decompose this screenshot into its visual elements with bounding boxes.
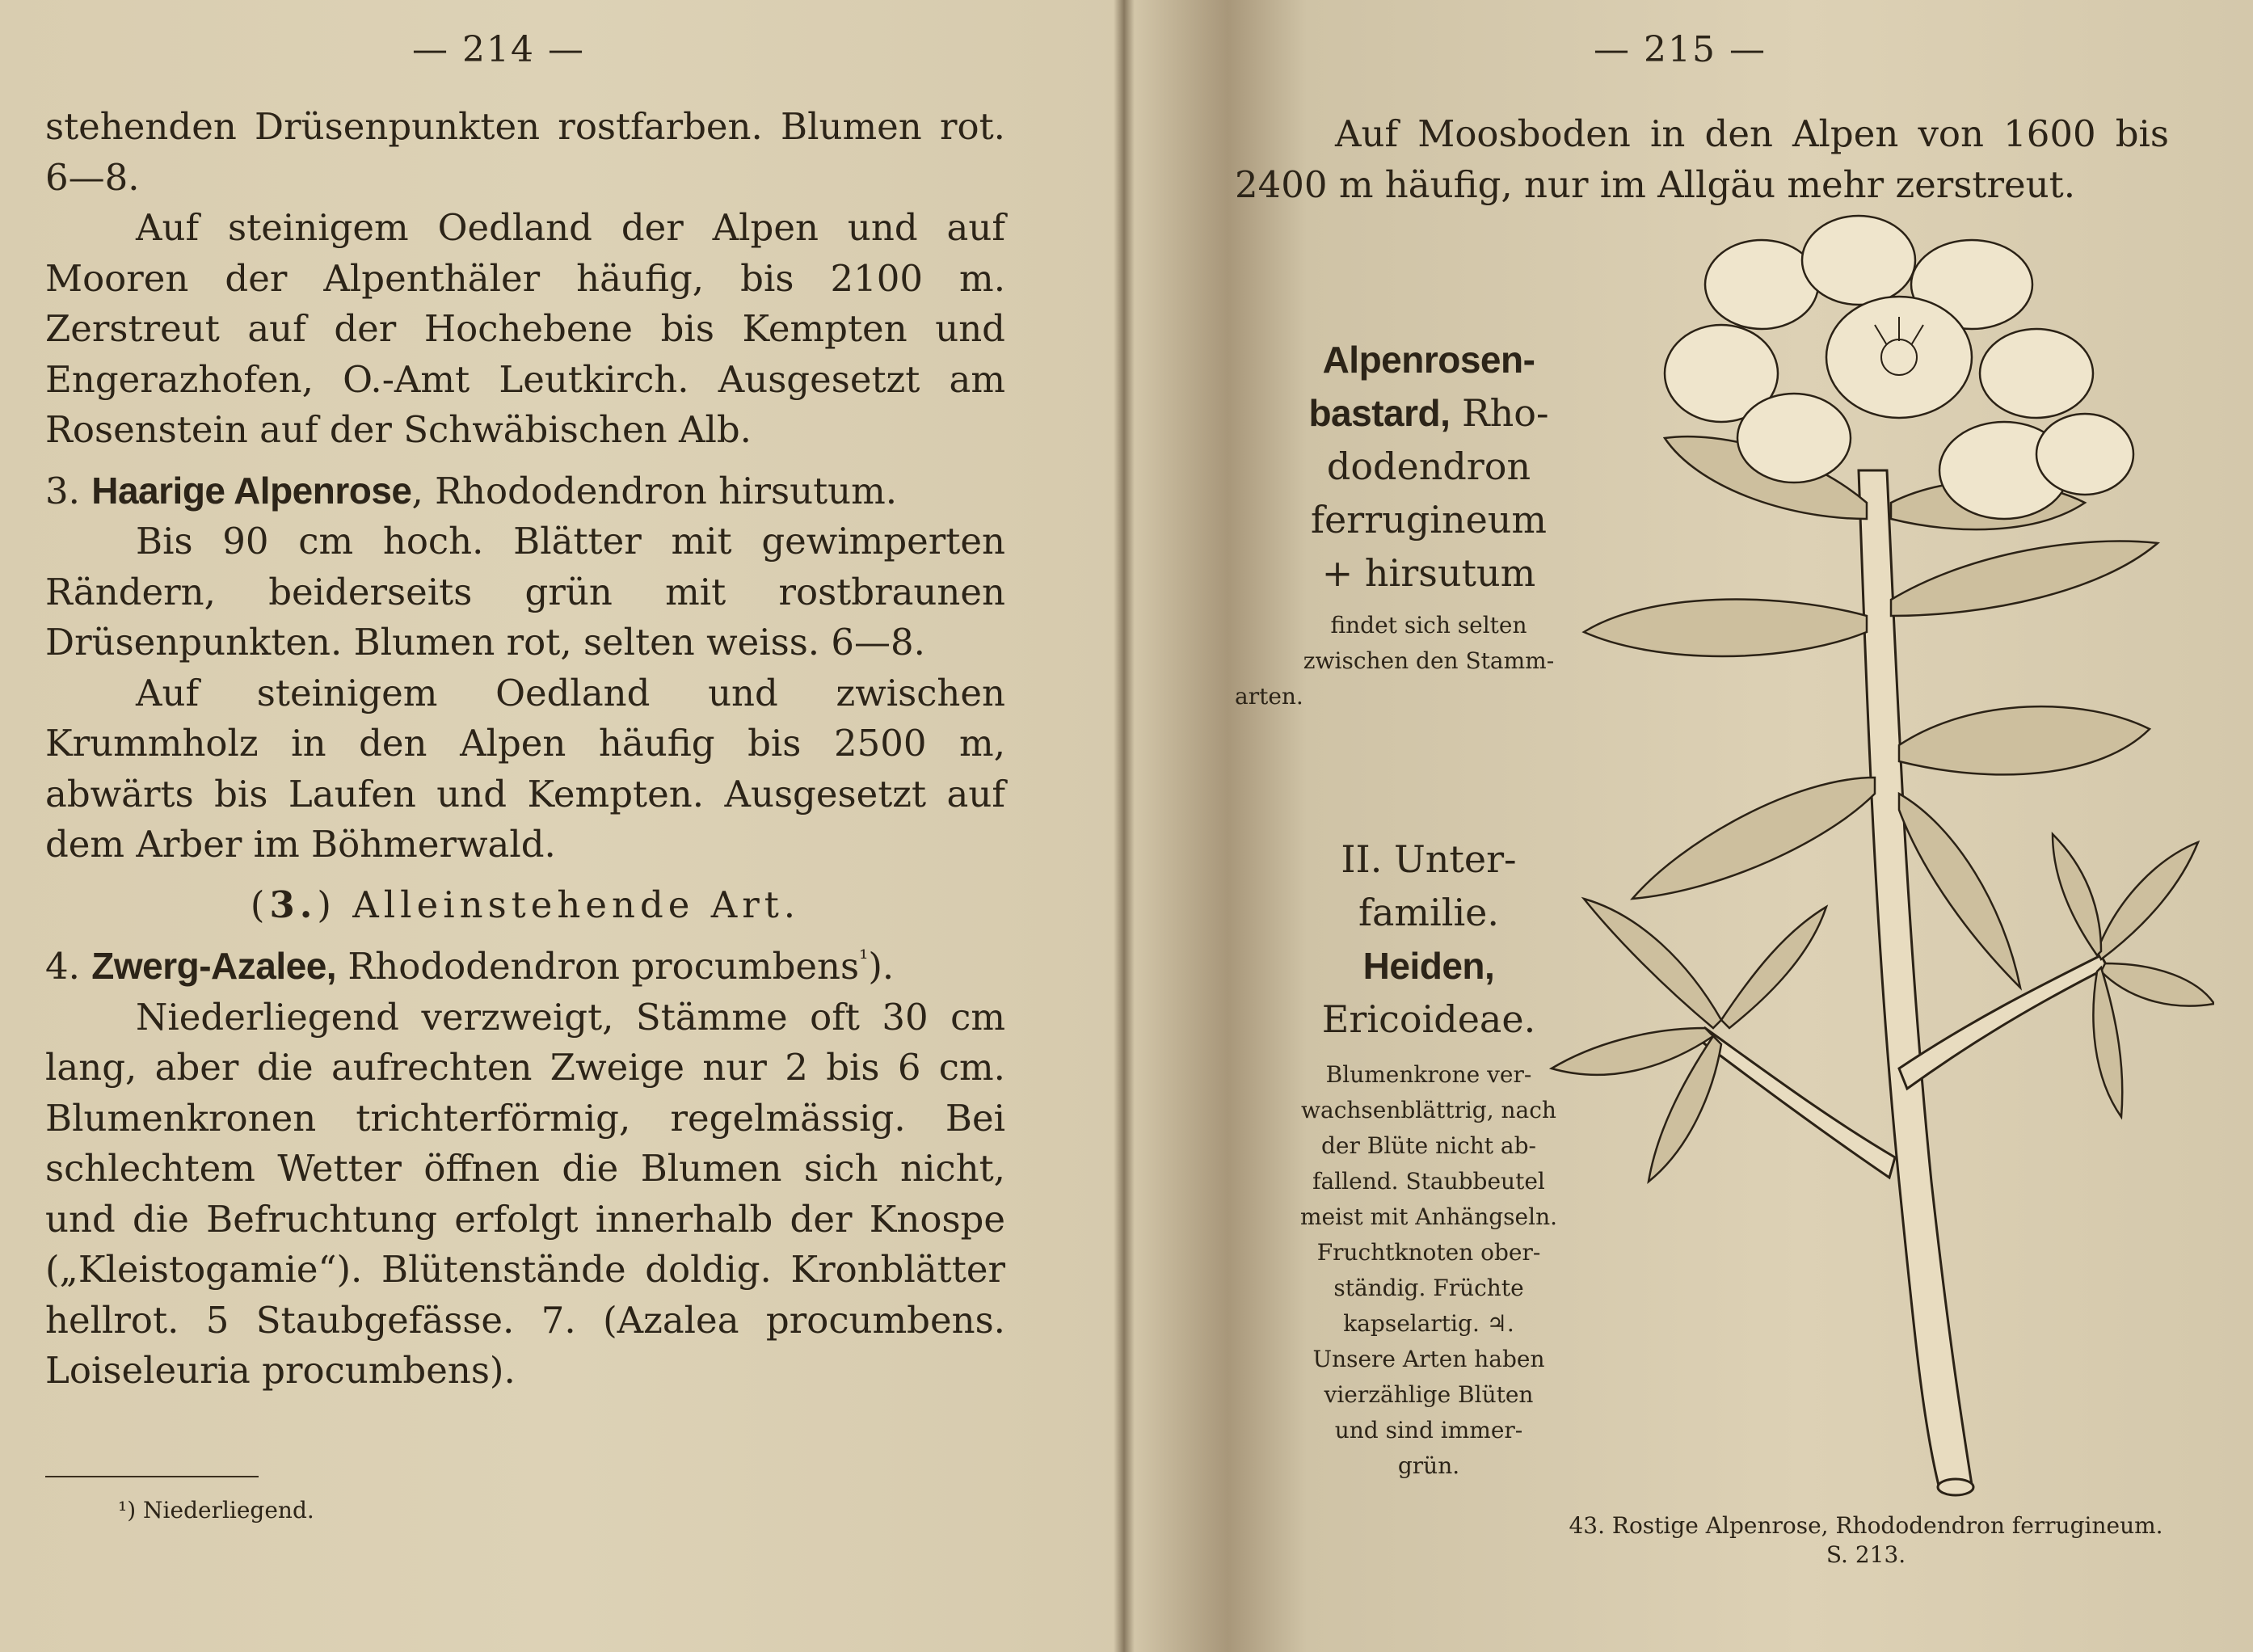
species-3-heading <box>45 466 1005 517</box>
hybrid-note-2: zwischen den Stamm- <box>1303 647 1555 674</box>
habitat-paragraph: Auf Moosboden in den Alpen von 1600 bis 2400 m häufig, nur im Allgäu mehr zerstreut. <box>1235 112 2169 206</box>
hybrid-note-1: findet sich selten <box>1330 612 1527 638</box>
hybrid-latin-5: + hirsutum <box>1321 551 1536 595</box>
subfamily-latin: Ericoideae. <box>1321 997 1536 1041</box>
subfamily-description-line: meist mit Anhängseln. <box>1299 1203 1558 1230</box>
species-4-latin: Rhododendron procumbens <box>336 945 860 988</box>
left-page <box>0 0 1114 1652</box>
leaf <box>2053 834 2101 955</box>
footnote-divider <box>45 1476 259 1477</box>
subfamily-description-line: kapselartig. ♃. <box>1343 1310 1514 1337</box>
subfamily-description-line: Unsere Arten haben <box>1312 1346 1545 1372</box>
subfamily-line-2: familie. <box>1358 891 1500 934</box>
flower <box>1826 297 1972 418</box>
leaf <box>1891 542 2158 616</box>
leaf <box>1899 794 2020 988</box>
leaf <box>1899 706 2150 774</box>
section-heading <box>45 880 1005 931</box>
species-4-name: Zwerg-Azalee, <box>91 945 337 987</box>
section-heading-prefix: ( <box>250 883 270 926</box>
leaf <box>1584 600 1867 656</box>
paragraph-continuation: stehenden Drüsenpunkten rostfarben. Blumen rot. 6—8. <box>45 105 1005 199</box>
leaf <box>2093 967 2122 1117</box>
rhododendron-illustration <box>1519 212 2214 1513</box>
leaf <box>2101 963 2214 1006</box>
subfamily-description-line: der Blüte nicht ab- <box>1321 1132 1536 1159</box>
book-gutter <box>1114 0 1135 1652</box>
footnote-mark: ¹ <box>859 945 869 971</box>
hybrid-latin-2: Rho- <box>1450 391 1549 435</box>
page-number-left: — 214 — <box>412 29 585 70</box>
flower <box>1802 216 1915 305</box>
species-3-name: Haarige Alpenrose <box>91 469 412 512</box>
hybrid-note-3: arten. <box>1235 683 1303 710</box>
hybrid-latin-4: ferrugineum <box>1310 498 1548 542</box>
subfamily-description-line: vierzählige Blüten <box>1324 1381 1534 1408</box>
subfamily-description-line: Fruchtknoten ober- <box>1316 1239 1541 1266</box>
stem-cut <box>1938 1479 1973 1495</box>
flower <box>1737 394 1851 483</box>
leaf <box>1552 1028 1713 1075</box>
subfamily-line-1: II. Unter- <box>1341 837 1517 881</box>
caption-line-1: 43. Rostige Alpenrose, Rhododendron ferrugineum. <box>1569 1512 2163 1539</box>
subfamily-description-line: wachsenblättrig, nach <box>1301 1097 1556 1123</box>
subfamily-description-line: ständig. Früchte <box>1333 1275 1524 1301</box>
paragraph-habitat: Auf steinigem Oedland der Alpen und auf Mooren der Alpenthäler häufig, bis 2100 m. Zerstreut auf der Hochebene bis Kempten und Engerazhofen, O.-Amt Leutkirch. Ausgesetzt am Rosenstein auf der Schwäbischen Alb. <box>45 206 1005 451</box>
branch-left <box>1699 1028 1895 1178</box>
subfamily-description-line: grün. <box>1397 1452 1460 1479</box>
subfamily-description-line: Blumenkrone ver- <box>1325 1061 1532 1088</box>
leaf <box>1632 778 1875 899</box>
right-page <box>1135 0 2253 1652</box>
page-number-right: — 215 — <box>1594 29 1767 70</box>
species-3-latin: , Rhododendron hirsutum. <box>411 469 898 512</box>
branch-right <box>1899 955 2108 1089</box>
species-3-description: Bis 90 cm hoch. Blätter mit gewimperten Rändern, beiderseits grün mit rostbraunen Drüsenpunkten. Blumen rot, selten weiss. 6—8. <box>45 520 1005 664</box>
subfamily-description-line: fallend. Staubbeutel <box>1312 1168 1545 1195</box>
leaf <box>1721 907 1826 1028</box>
species-4-latin-end: ). <box>868 945 895 988</box>
species-4-number: 4. <box>45 945 80 988</box>
hybrid-latin-3: dodendron <box>1326 445 1531 488</box>
species-3-habitat: Auf steinigem Oedland und zwischen Krummholz in den Alpen häufig bis 2500 m, abwärts bis Laufen und Kempten. Ausgesetzt auf dem Arber im Böhmerwald. <box>45 671 1005 866</box>
hybrid-name-2: bastard, <box>1308 392 1451 434</box>
leaf <box>1584 899 1721 1028</box>
footnote: ¹) Niederliegend. <box>118 1497 314 1523</box>
section-heading-title: ) Alleinstehende Art. <box>317 883 801 926</box>
subfamily-name: Heiden, <box>1362 945 1495 987</box>
flower <box>1980 329 2093 418</box>
hybrid-name-1: Alpenrosen- <box>1322 339 1535 381</box>
subfamily-description-line: und sind immer- <box>1334 1417 1523 1443</box>
species-4-description: Niederliegend verzweigt, Stämme oft 30 cm lang, aber die aufrechten Zweige nur 2 bis 6 cm. Blumenkronen trichterförmig, regelmässig. Bei schlechtem Wetter öffnen die Blumen sich nicht, und die Befruchtung erfolgt innerhalb der Knospe („Kleistogamie“). Blütenstände doldig. Kronblätter hellrot. 5 Staubgefässe. 7. (Azalea procumbens. Loiseleuria procumbens). <box>45 995 1005 1392</box>
section-heading-number: 3. <box>269 883 318 926</box>
left-body-text <box>45 102 1005 1397</box>
flower <box>1705 240 1818 329</box>
species-3-number: 3. <box>45 469 80 512</box>
figure-caption <box>1522 1511 2209 1570</box>
species-4-heading <box>45 933 1005 992</box>
right-top-paragraph <box>1235 108 2169 210</box>
caption-line-2: S. 213. <box>1826 1541 1906 1568</box>
leaf <box>2097 842 2198 959</box>
stem <box>1859 470 1972 1489</box>
flower <box>2036 414 2133 495</box>
